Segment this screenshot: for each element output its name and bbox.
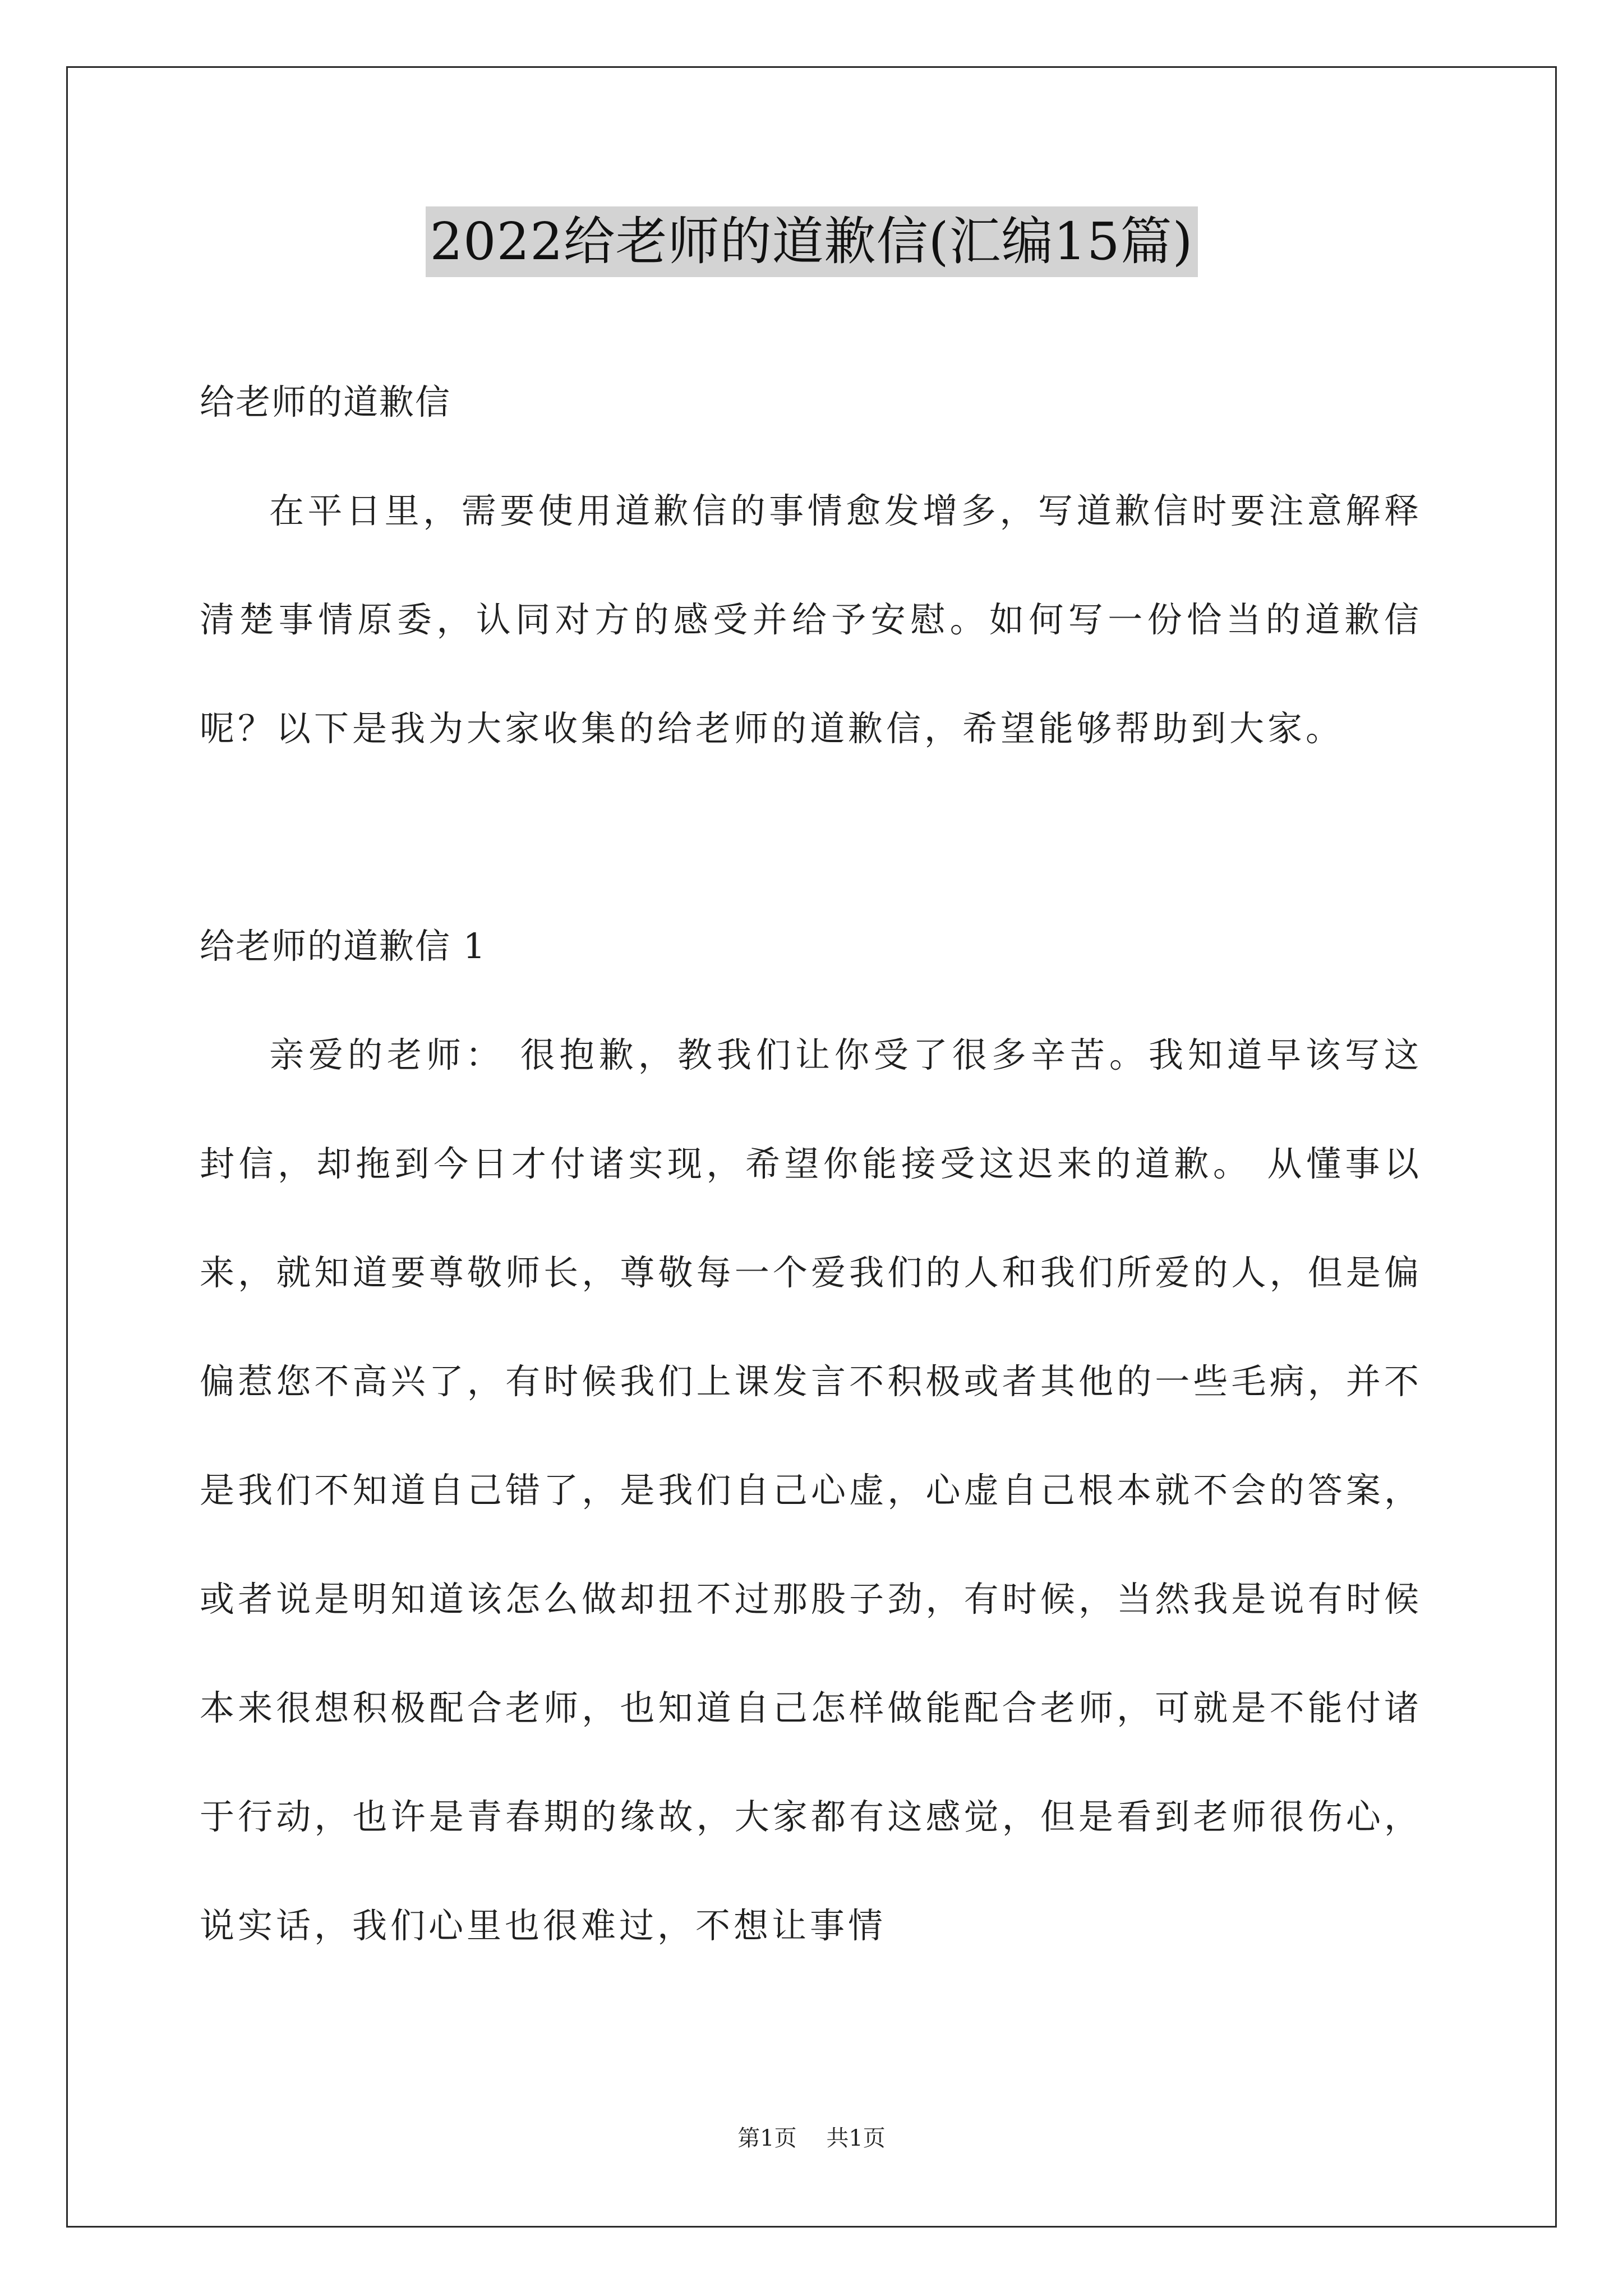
page-footer bbox=[0, 2120, 1623, 2152]
letter-1-paragraph: 亲爱的老师： 很抱歉，教我们让你受了很多辛苦。我知道早该写这封信，却拖到今日才付诸实现，希望你能接受这迟来的道歉。 从懂事以来，就知道要尊敬师长，尊敬每一个爱我们的人和我们所爱的人，但是偏偏惹您不高兴了，有时候我们上课发言不积极或者其他的一些毛病，并不是我们不知道自己错了，是我们自己心虚，心虚自己根本就不会的答案，或者说是明知道该怎么做却扭不过那股子劲，有时候，当然我是说有时候本来很想积极配合老师，也知道自己怎样做能配合老师，可就是不能付诸于行动，也许是青春期的缘故，大家都有这感觉，但是看到老师很伤心，说实话，我们心里也很难过，不想让事情 bbox=[200, 1034, 1422, 1946]
title-wrapper bbox=[0, 206, 1623, 277]
document-body bbox=[200, 348, 1422, 1980]
section-heading: 给老师的道歉信 bbox=[200, 381, 451, 422]
page-number: 第1页 bbox=[737, 2125, 797, 2151]
document-title: 2022给老师的道歉信(汇编15篇) bbox=[426, 206, 1198, 277]
paragraph-spacer bbox=[200, 783, 1422, 892]
page-total: 共1页 bbox=[826, 2125, 886, 2151]
letter-1-heading: 给老师的道歉信 1 bbox=[200, 926, 487, 967]
intro-paragraph: 在平日里，需要使用道歉信的事情愈发增多，写道歉信时要注意解释清楚事情原委，认同对方的感受并给予安慰。如何写一份恰当的道歉信呢？以下是我为大家收集的给老师的道歉信，希望能够帮助到大家。 bbox=[200, 490, 1422, 749]
